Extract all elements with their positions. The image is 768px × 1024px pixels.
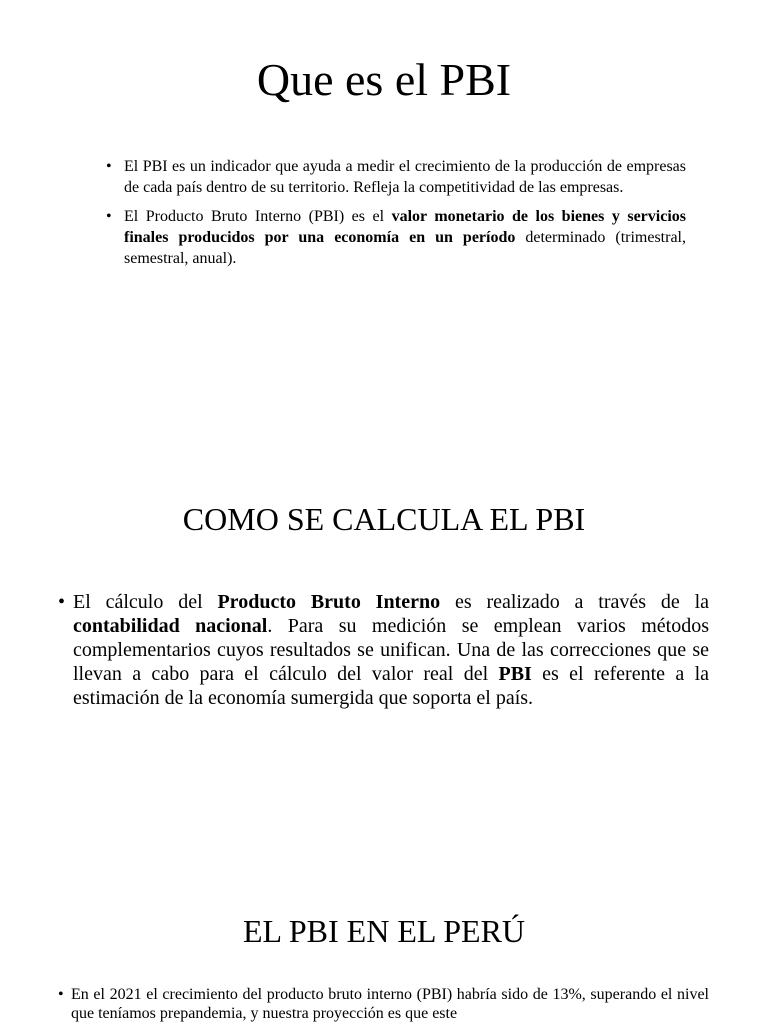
slide2-text-3: . Para su medición se emplean varios métodos complementarios cuyos resultados se unifican. Una de las correcciones que se llevan a cabo para el cálculo del valor real del [73,615,709,685]
slide3-bullet-list [71,985,709,1023]
slide1-bullet-2 [124,206,686,269]
slide1-bullet-2-text-a: El Producto Bruto Interno (PBI) es el [124,208,392,225]
slide2-text-2: es realizado a través de la [440,591,710,613]
slide1-title: Que es el PBI [256,54,512,105]
slide2-text-4: es el referente a la estimación de la economía sumergida que soporta el país. [73,663,710,709]
slide3-title: EL PBI EN EL PERÚ [242,913,526,949]
slide2-title: COMO SE CALCULA EL PBI [182,501,586,537]
slide2-bullet-list [73,590,709,710]
slide3-bullet: • En el 2021 el crecimiento del producto bruto interno (PBI) habría sido de 13%, superando el nivel que teníamos prepandemia, y nuestra proyección es que este [71,985,709,1023]
slide1-bullet-list [124,156,686,277]
slide2-bold-2: contabilidad nacional [73,615,268,637]
slide2-bullet [73,590,709,710]
slide2-bold-3: PBI [498,663,532,685]
slide1-bullet-2-text-b: determinado (trimestral, semestral, anual). [124,229,686,267]
slide1-bullet-1: • El PBI es un indicador que ayuda a medir el crecimiento de la producción de empresas de cada país dentro de su territorio. Refleja la competitividad de las empresas. [124,156,686,198]
slide2-bold-1: Producto Bruto Interno [217,591,441,613]
slide2-text-1: El cálculo del [73,591,218,613]
slide1-bullet-2-bold: valor monetario de los bienes y servicios finales producidos por una economía en un período [124,208,687,246]
